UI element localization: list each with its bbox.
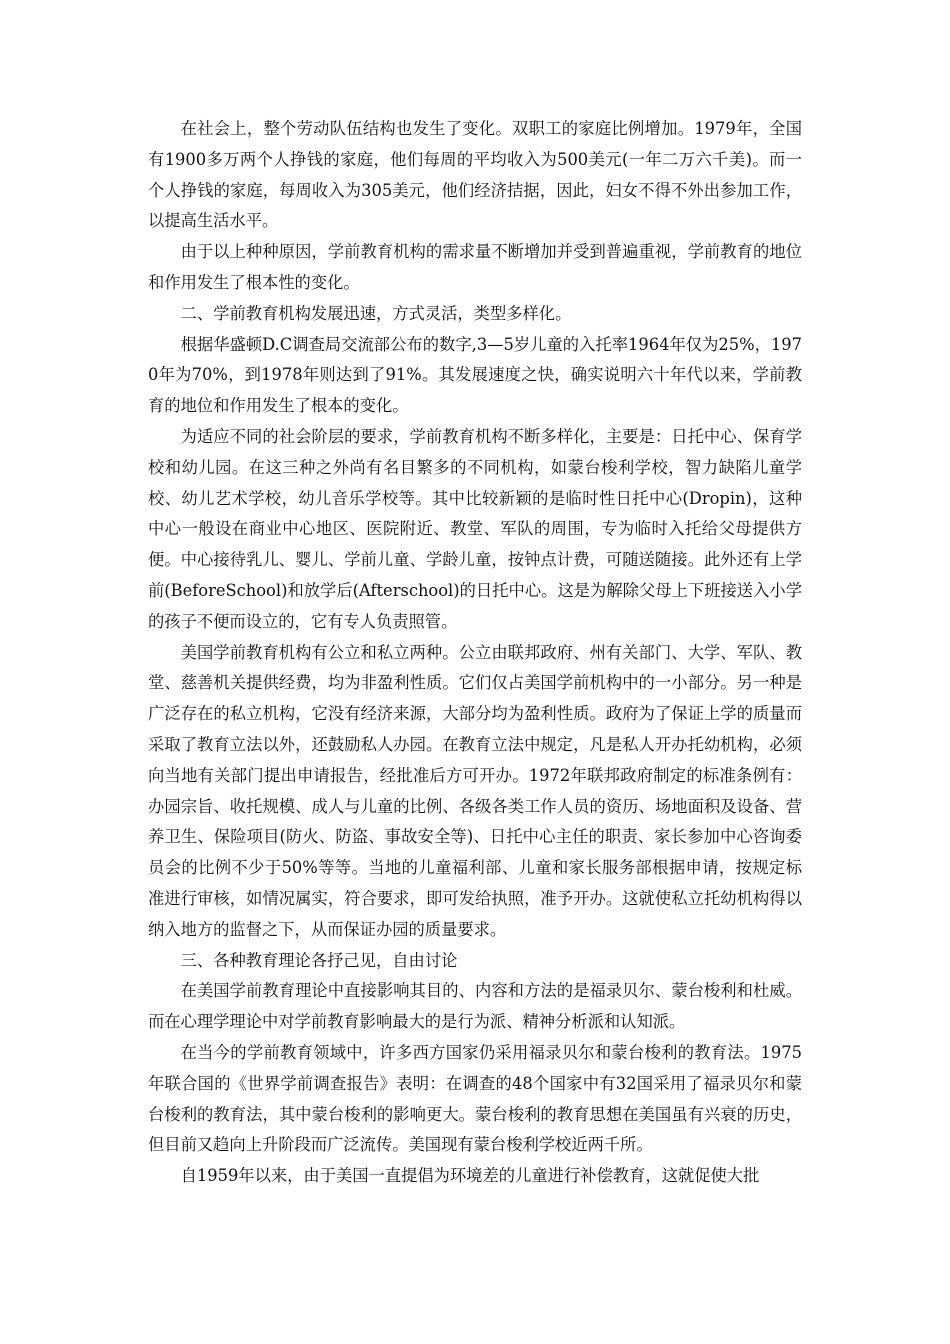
paragraph-labor-structure: 在社会上，整个劳动队伍结构也发生了变化。双职工的家庭比例增加。1979年，全国有1900多万两个人挣钱的家庭，他们每周的平均收入为500美元(一年二万六千美)。而一个人挣钱的家庭，每周收入为305美元，他们经济拮据，因此，妇女不得不外出参加工作，以提高生活水平。 xyxy=(148,119,802,231)
section-heading-3: 三、各种教育理论各抒己见，自由讨论 xyxy=(180,950,458,970)
paragraph-theory-influence: 在美国学前教育理论中直接影响其目的、内容和方法的是福录贝尔、蒙台梭利和杜威。而在心理学理论中对学前教育影响最大的是行为派、精神分析派和认知派。 xyxy=(148,981,802,1032)
paragraph-enrollment-stats: 根据华盛顿D.C调查局交流部公布的数字,3—5岁儿童的入托率1964年仅为25%，1970年为70%，到1978年则达到了91%。其发展速度之快，确实说明六十年代以来，学前教育的地位和作用发生了根本的变化。 xyxy=(148,334,802,416)
paragraph-public-private: 美国学前教育机构有公立和私立两种。公立由联邦政府、州有关部门、大学、军队、教堂、慈善机关提供经费，均为非盈利性质。它们仅占美国学前机构中的一小部分。另一种是广泛存在的私立机构，它没有经济来源，大部分均为盈利性质。政府为了保证上学的质量而采取了教育立法以外，还鼓励私人办园。在教育立法中规定，凡是私人开办托幼机构，必须向当地有关部门提出申请报告，经批准后方可开办。1972年联邦政府制定的标准条例有：办园宗旨、收托规模、成人与儿童的比例、各级各类工作人员的资历、场地面积及设备、营养卫生、保险项目(防火、防盗、事故安全等)、日托中心主任的职责、家长参加中心咨询委员会的比例不少于50%等等。当地的儿童福利部、儿童和家长服务部根据申请，按规定标准进行审核，如情况属实，符合要求，即可发给执照，准予开办。这就使私立托幼机构得以纳入地方的监督之下，从而保证办园的质量要求。 xyxy=(148,642,802,939)
paragraph-demand-growth: 由于以上种种原因，学前教育机构的需求量不断增加并受到普遍重视，学前教育的地位和作用发生了根本性的变化。 xyxy=(148,242,802,292)
paragraph-compensatory-education: 自1959年以来，由于美国一直提倡为环境差的儿童进行补偿教育，这就促使大批 xyxy=(180,1166,760,1186)
document-page xyxy=(148,114,802,1192)
section-heading-2: 二、学前教育机构发展迅速，方式灵活，类型多样化。 xyxy=(180,303,572,323)
paragraph-montessori: 在当今的学前教育领域中，许多西方国家仍采用福录贝尔和蒙台梭利的教育法。1975年联合国的《世界学前调查报告》表明：在调查的48个国家中有32国采用了福录贝尔和蒙台梭利的教育法，其中蒙台梭利的影响更大。蒙台梭利的教育思想在美国虽有兴衰的历史，但目前又趋向上升阶段而广泛流传。美国现有蒙台梭利学校近两千所。 xyxy=(148,1042,802,1155)
paragraph-institution-types: 为适应不同的社会阶层的要求，学前教育机构不断多样化，主要是：日托中心、保育学校和幼儿园。在这三种之外尚有名目繁多的不同机构，如蒙台梭利学校，智力缺陷儿童学校、幼儿艺术学校，幼儿音乐学校等。其中比较新颖的是临时性日托中心(Dropin)，这种中心一般设在商业中心地区、医院附近、教堂、军队的周围，专为临时入托给父母提供方便。中心接待乳儿、婴儿、学前儿童、学龄儿童，按钟点计费，可随送随接。此外还有上学前(BeforeSchool)和放学后(Afterschool)的日托中心。这是为解除父母上下班接送入小学的孩子不便而设立的，它有专人负责照管。 xyxy=(148,426,802,631)
